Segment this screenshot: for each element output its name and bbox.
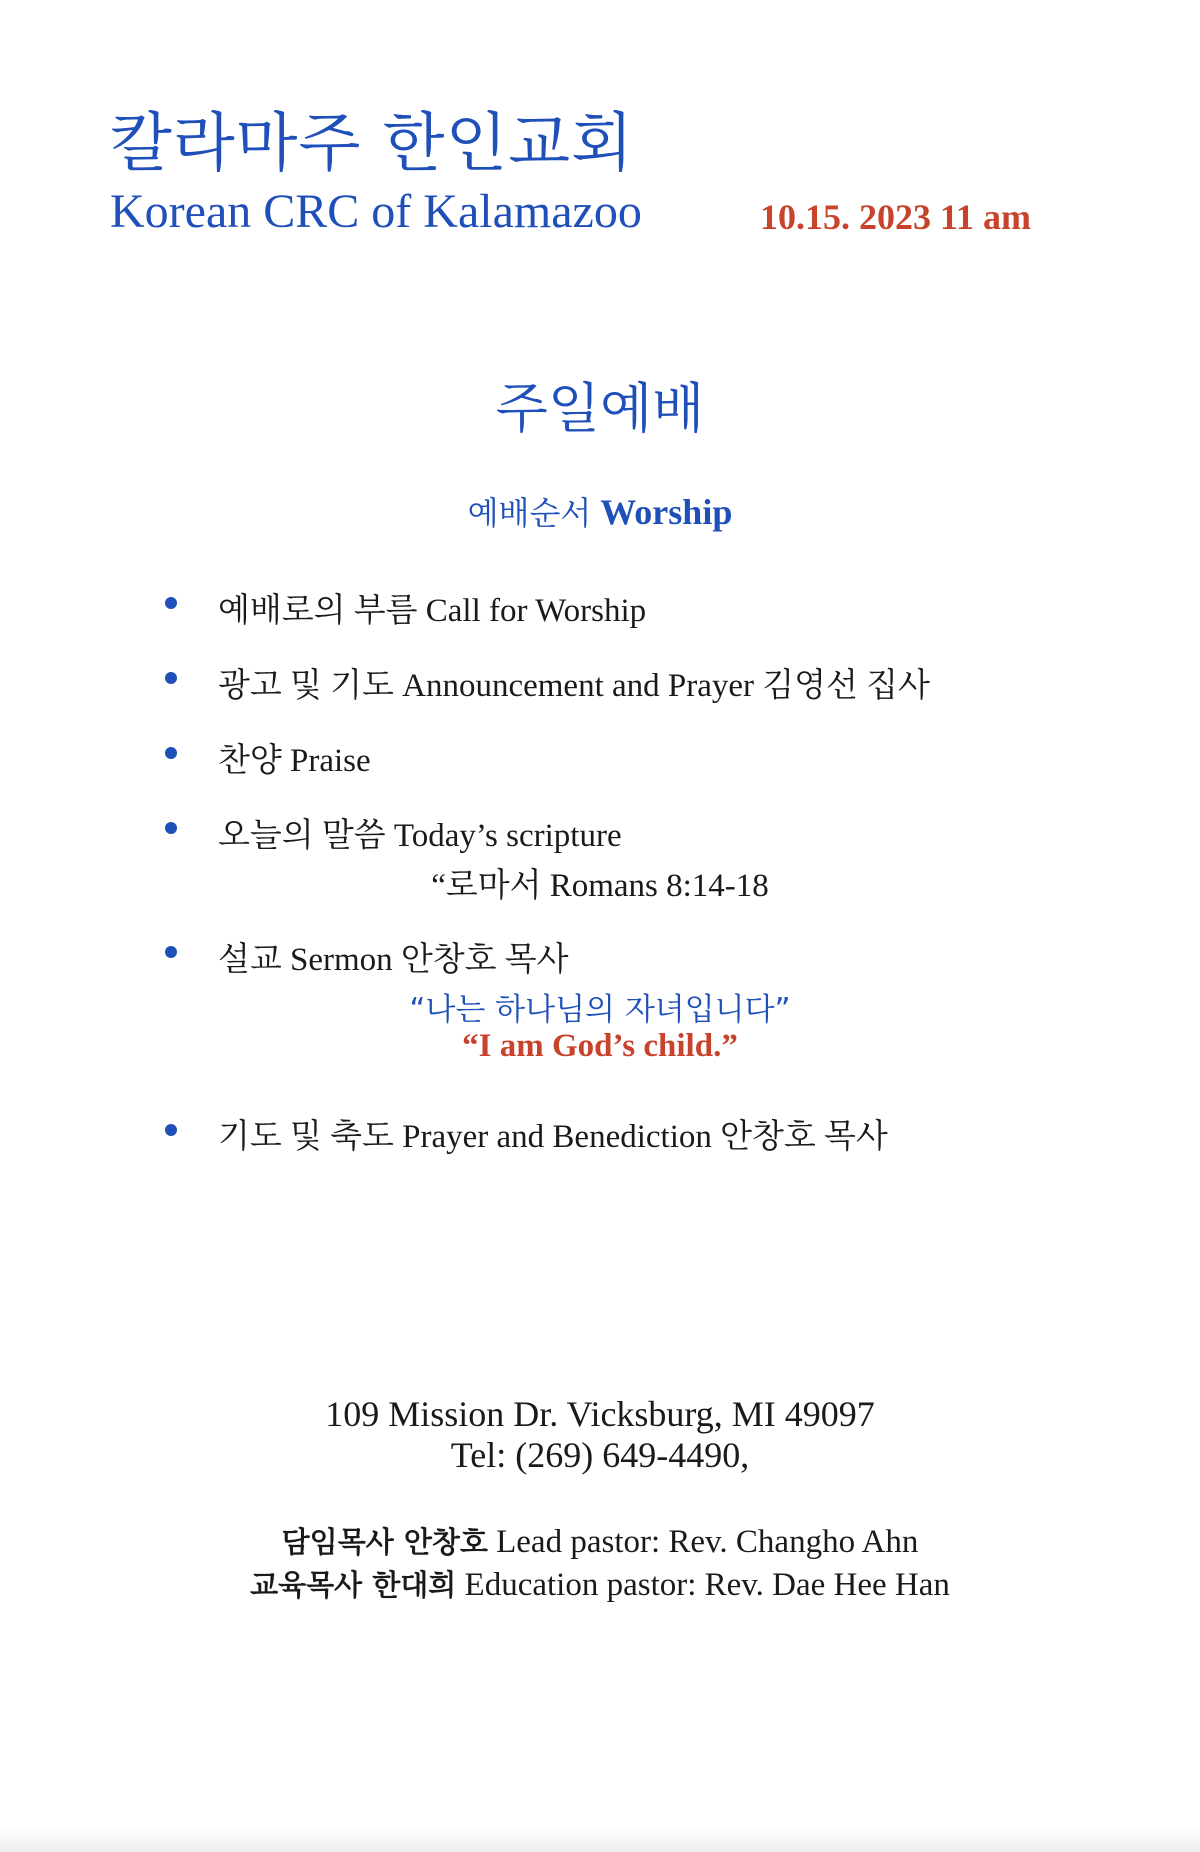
list-item-praise: 찬양 Praise (218, 743, 371, 779)
education-pastor-english: Education pastor: Rev. Dae Hee Han (464, 1567, 950, 1603)
education-pastor-korean: 교육목사 한대희 (250, 1568, 457, 1602)
service-date: 10.15. 2023 11 am (760, 197, 1032, 237)
education-pastor-line (0, 1563, 1200, 1604)
scripture-reference: “로마서 Romans 8:14-18 (431, 868, 769, 904)
bullet-icon (165, 747, 177, 759)
bullet-icon (165, 1124, 177, 1136)
list-item-announcement: 광고 및 기도 Announcement and Prayer 김영선 집사 (218, 668, 930, 704)
service-title: 주일예배 (495, 377, 705, 440)
lead-pastor-korean: 담임목사 안창호 (281, 1525, 488, 1559)
church-address: 109 Mission Dr. Vicksburg, MI 49097 (325, 1394, 875, 1434)
sermon-title-english: “I am God’s child.” (462, 1028, 738, 1064)
bullet-icon (165, 597, 177, 609)
order-heading-korean: 예배순서 (467, 494, 592, 532)
lead-pastor-line (0, 1520, 1200, 1561)
church-name-korean: 칼라마주 한인교회 (110, 107, 634, 181)
page-edge-shadow (0, 1826, 1200, 1852)
list-item-call-for-worship: 예배로의 부름 Call for Worship (218, 593, 647, 629)
list-item-benediction: 기도 및 축도 Prayer and Benediction 안창호 목사 (218, 1119, 888, 1155)
church-phone: Tel: (269) 649-4490, (450, 1435, 750, 1475)
order-of-worship-heading (0, 488, 1200, 534)
bullet-icon (165, 946, 177, 958)
list-item-sermon: 설교 Sermon 안창호 목사 (218, 942, 569, 978)
list-item-scripture: 오늘의 말씀 Today’s scripture (218, 818, 622, 854)
order-heading-english: Worship (600, 492, 733, 532)
sermon-title-korean: “나는 하나님의 자녀입니다” (409, 992, 791, 1028)
bullet-icon (165, 822, 177, 834)
church-name-english: Korean CRC of Kalamazoo (110, 185, 642, 238)
lead-pastor-english: Lead pastor: Rev. Changho Ahn (496, 1524, 919, 1560)
bullet-icon (165, 672, 177, 684)
